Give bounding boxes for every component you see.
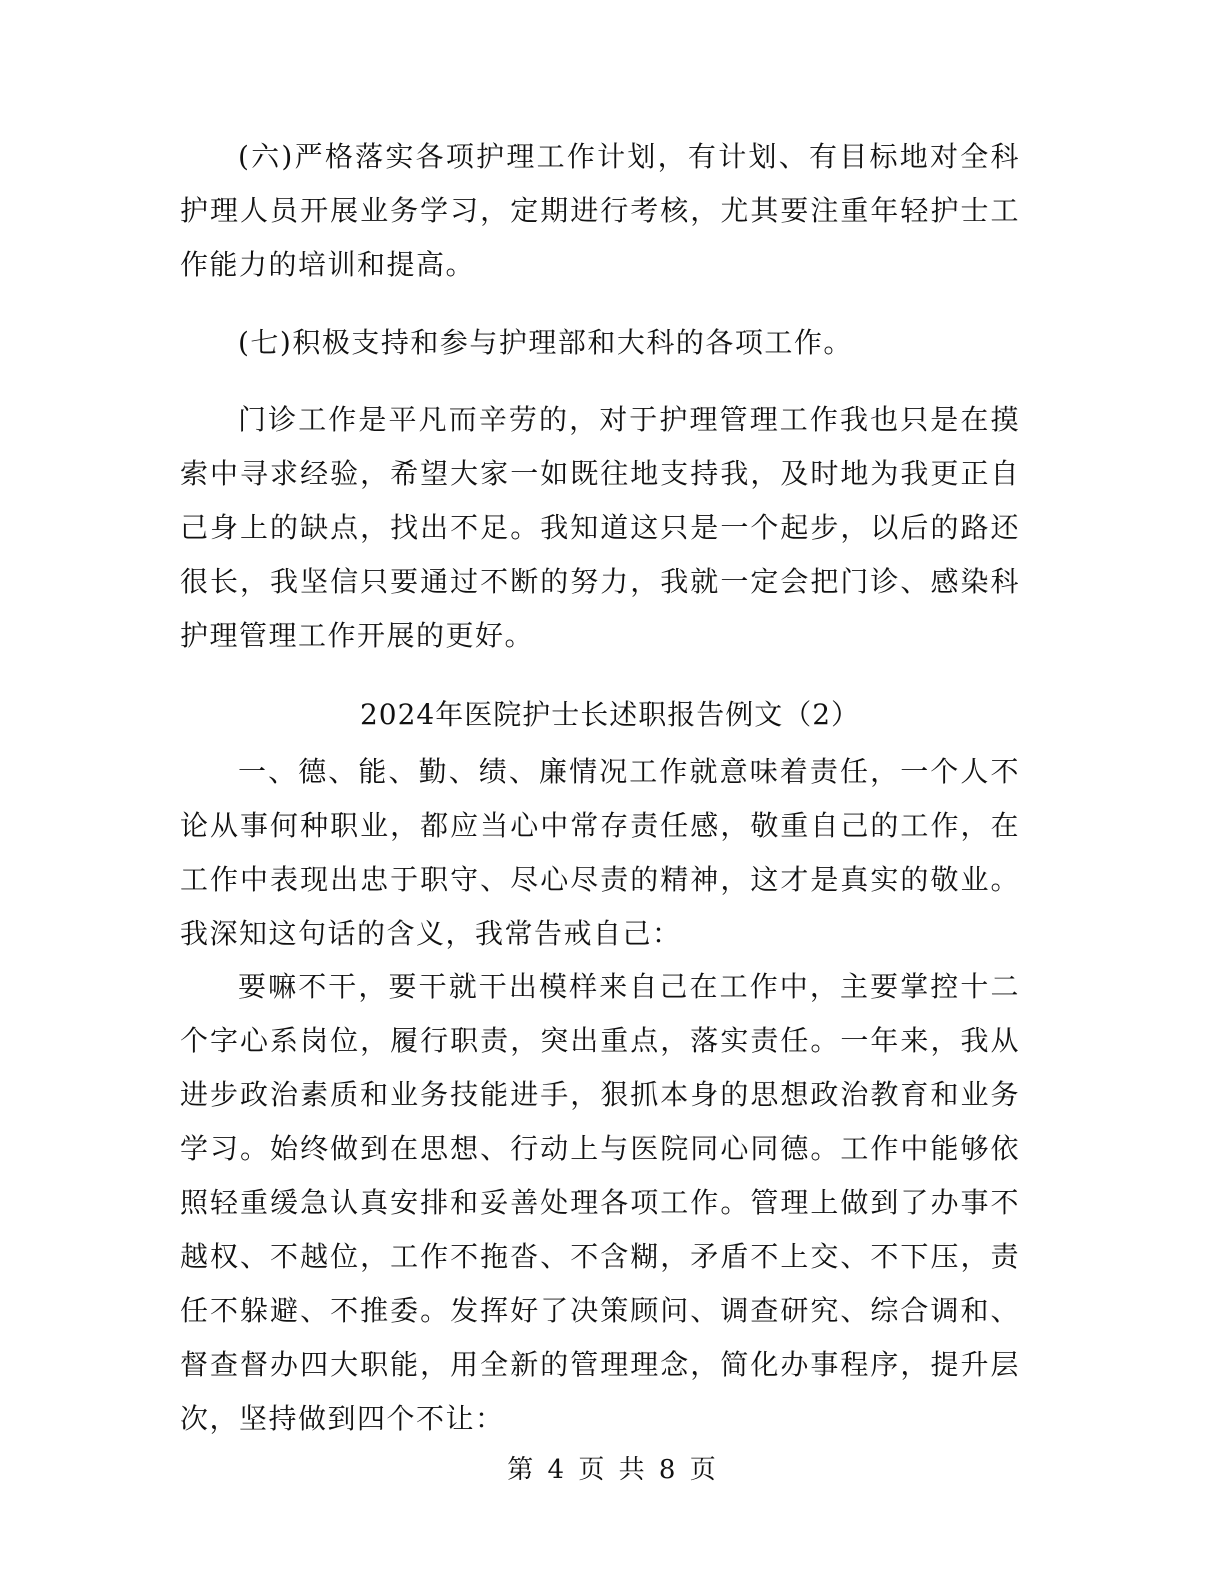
- page-footer: 第 4 页 共 8 页: [507, 1455, 717, 1485]
- paragraph-closing: 门诊工作是平凡而辛劳的，对于护理管理工作我也只是在摸索中寻求经验，希望大家一如既往地支持我，及时地为我更正自己身上的缺点，找出不足。我知道这只是一个起步，以后的路还很长，我坚信只要通过不断的努力，我就一定会把门诊、感染科护理管理工作开展的更好。: [180, 403, 1020, 652]
- paragraph-item-6: (六)严格落实各项护理工作计划，有计划、有目标地对全科护理人员开展业务学习，定期进行考核，尤其要注重年轻护士工作能力的培训和提高。: [180, 140, 1020, 281]
- paragraph-item-7: (七)积极支持和参与护理部和大科的各项工作。: [238, 326, 853, 359]
- paragraph-section-1: 一、德、能、勤、绩、廉情况工作就意味着责任，一个人不论从事何种职业，都应当心中常存责任感，敬重自己的工作，在工作中表现出忠于职守、尽心尽责的精神，这才是真实的敬业。我深知这句话的含义，我常告戒自己：: [180, 755, 1020, 950]
- paragraph-section-2: 要嘛不干，要干就干出模样来自己在工作中，主要掌控十二个字心系岗位，履行职责，突出重点，落实责任。一年来，我从进步政治素质和业务技能进手，狠抓本身的思想政治教育和业务学习。始终做到在思想、行动上与医院同心同德。工作中能够依照轻重缓急认真安排和妥善处理各项工作。管理上做到了办事不越权、不越位，工作不拖沓、不含糊，矛盾不上交、不下压，责任不躲避、不推委。发挥好了决策顾问、调查研究、综合调和、督查督办四大职能，用全新的管理理念，简化办事程序，提升层次，坚持做到四个不让：: [180, 970, 1020, 1435]
- section-title: 2024年医院护士长述职报告例文（2）: [359, 698, 861, 731]
